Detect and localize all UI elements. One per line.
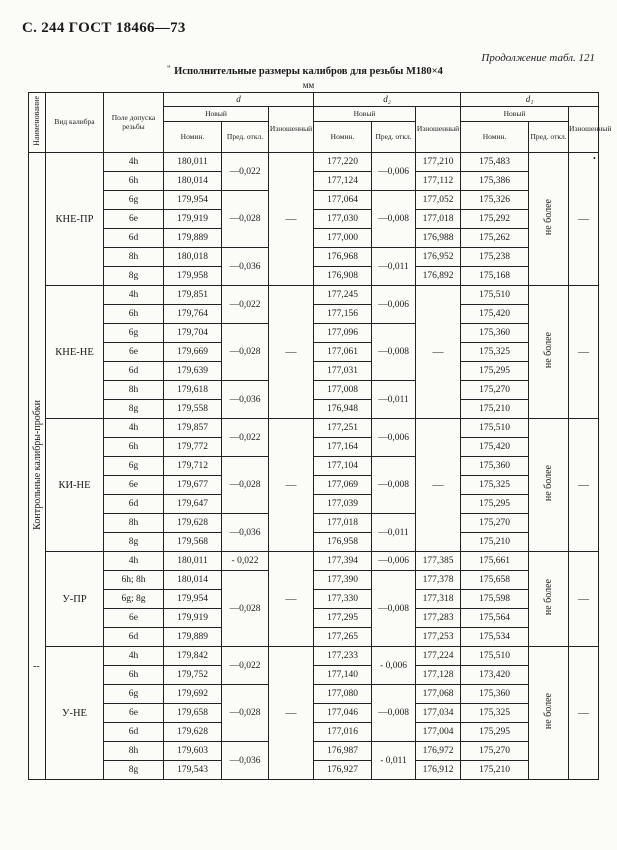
tolerance-cell: 6d: [104, 628, 164, 647]
d-nom-cell: 179,628: [164, 723, 222, 742]
d2-worn-cell: 177,034: [416, 704, 461, 723]
table-row: [29, 229, 599, 248]
d1-nom-cell: 175,420: [461, 438, 529, 457]
table-row: [29, 552, 599, 571]
d2-nom-cell: 177,104: [314, 457, 372, 476]
d2-worn-cell: 177,128: [416, 666, 461, 685]
d-worn-cell: —: [269, 419, 314, 552]
table-row: [29, 438, 599, 457]
d-nom-cell: 179,764: [164, 305, 222, 324]
d-nom-cell: 179,658: [164, 704, 222, 723]
d1-nom-cell: 175,510: [461, 647, 529, 666]
table-row: [29, 172, 599, 191]
d1-dev-cell: [529, 647, 569, 780]
d-dev-cell: —0,036: [222, 742, 269, 780]
tolerance-cell: 6e: [104, 704, 164, 723]
d2-worn-cell: 176,988: [416, 229, 461, 248]
ne-bolee-label: не более: [543, 199, 555, 236]
table-row: [29, 210, 599, 229]
tolerance-cell: 8g: [104, 267, 164, 286]
gauge-kind: КИ-НЕ: [46, 419, 104, 552]
d2-nom-header: Номин.: [314, 122, 372, 153]
d-nom-cell: 179,603: [164, 742, 222, 761]
d2-dev-cell: —0,008: [372, 457, 416, 514]
d-nom-cell: 179,954: [164, 191, 222, 210]
units-label: мм: [302, 80, 315, 90]
col-d-header: d: [164, 93, 314, 107]
d2-dev-cell: —0,008: [372, 324, 416, 381]
d1-nom-cell: 175,262: [461, 229, 529, 248]
d2-worn-cell: 177,318: [416, 590, 461, 609]
tolerance-cell: 6e: [104, 476, 164, 495]
d2-nom-cell: 177,220: [314, 153, 372, 172]
table-row: [29, 286, 599, 305]
d-nom-cell: 179,669: [164, 343, 222, 362]
table-row: [29, 191, 599, 210]
table-row: [29, 647, 599, 666]
d-nom-cell: 179,543: [164, 761, 222, 780]
tolerance-cell: 6d: [104, 723, 164, 742]
table-row: [29, 400, 599, 419]
d-dev-cell: —0,036: [222, 248, 269, 286]
d-nom-cell: 179,842: [164, 647, 222, 666]
d2-worn-cell: 177,018: [416, 210, 461, 229]
table-row: [29, 666, 599, 685]
d2-nom-cell: 177,064: [314, 191, 372, 210]
d2-worn-cell: 177,253: [416, 628, 461, 647]
tolerance-cell: 6h: [104, 666, 164, 685]
table-row: [29, 704, 599, 723]
d2-new-header: Новый: [314, 107, 416, 122]
d1-nom-cell: 175,238: [461, 248, 529, 267]
d2-nom-cell: 177,008: [314, 381, 372, 400]
d-dev-cell: —0,022: [222, 286, 269, 324]
d2-nom-cell: 177,140: [314, 666, 372, 685]
d-nom-cell: 179,647: [164, 495, 222, 514]
d-nom-cell: 179,558: [164, 400, 222, 419]
d2-nom-cell: 177,061: [314, 343, 372, 362]
col-kind-header: Вид калибра: [46, 93, 104, 153]
tolerance-cell: 6g: [104, 324, 164, 343]
d1-nom-cell: 175,270: [461, 514, 529, 533]
d-nom-cell: 179,704: [164, 324, 222, 343]
d-dev-cell: —0,028: [222, 457, 269, 514]
table-row: [29, 248, 599, 267]
table-row: [29, 609, 599, 628]
d1-nom-cell: 175,210: [461, 400, 529, 419]
d1-nom-cell: 175,295: [461, 723, 529, 742]
tolerance-cell: 6e: [104, 210, 164, 229]
tolerance-cell: 6e: [104, 609, 164, 628]
table-row: [29, 571, 599, 590]
d2-nom-cell: 177,031: [314, 362, 372, 381]
d-worn-cell: —: [269, 552, 314, 647]
d2-worn-cell: 176,972: [416, 742, 461, 761]
ne-bolee-label: не более: [543, 465, 555, 502]
gauge-kind: У-НЕ: [46, 647, 104, 780]
tolerance-cell: 8h: [104, 248, 164, 267]
d-worn-header: Изношенный: [269, 107, 314, 153]
ne-bolee-label: не более: [543, 693, 555, 730]
d-dev-cell: —0,036: [222, 381, 269, 419]
d2-dev-cell: - 0,011: [372, 742, 416, 780]
d1-dev-cell: [529, 419, 569, 552]
table-row: [29, 533, 599, 552]
d1-worn-cell: —: [569, 286, 599, 419]
table-row: [29, 419, 599, 438]
tolerance-cell: 8g: [104, 761, 164, 780]
d-worn-cell: —: [269, 286, 314, 419]
d2-nom-cell: 177,018: [314, 514, 372, 533]
d-nom-cell: 179,628: [164, 514, 222, 533]
d1-dev-header: Пред. откл.: [529, 122, 569, 153]
d-nom-cell: 179,958: [164, 267, 222, 286]
d1-nom-cell: 175,661: [461, 552, 529, 571]
d-nom-cell: 179,919: [164, 210, 222, 229]
tolerance-cell: 6d: [104, 495, 164, 514]
table-row: [29, 628, 599, 647]
tolerance-cell: 8g: [104, 400, 164, 419]
d2-worn-cell: 177,385: [416, 552, 461, 571]
d2-nom-cell: 177,164: [314, 438, 372, 457]
d2-worn-cell: 176,952: [416, 248, 461, 267]
d1-nom-cell: 175,292: [461, 210, 529, 229]
tolerance-cell: 6g: [104, 191, 164, 210]
tolerance-cell: 4h: [104, 153, 164, 172]
d2-worn-cell: 176,892: [416, 267, 461, 286]
d1-nom-cell: 175,325: [461, 704, 529, 723]
d2-nom-cell: 176,908: [314, 267, 372, 286]
tolerance-cell: 4h: [104, 647, 164, 666]
table-row: [29, 305, 599, 324]
d2-dev-cell: - 0,006: [372, 647, 416, 685]
tolerance-cell: 6h; 8h: [104, 571, 164, 590]
tolerance-cell: 6d: [104, 362, 164, 381]
d-nom-cell: 180,018: [164, 248, 222, 267]
d-nom-cell: 179,639: [164, 362, 222, 381]
d2-dev-cell: —0,011: [372, 514, 416, 552]
d1-nom-cell: 175,210: [461, 533, 529, 552]
d2-dev-cell: —0,006: [372, 552, 416, 571]
d1-nom-cell: 175,564: [461, 609, 529, 628]
tolerance-cell: 4h: [104, 419, 164, 438]
table-title: Исполнительные размеры калибров для резьбы М180×4: [174, 66, 443, 77]
d-dev-cell: —0,028: [222, 324, 269, 381]
d1-nom-cell: 175,534: [461, 628, 529, 647]
d-dev-cell: —0,028: [222, 571, 269, 647]
d-nom-cell: 179,889: [164, 229, 222, 248]
d-nom-cell: 179,618: [164, 381, 222, 400]
table-row: [29, 343, 599, 362]
tolerance-cell: 6h: [104, 305, 164, 324]
table-row: [29, 153, 599, 172]
d2-worn-cell: 177,210: [416, 153, 461, 172]
d1-nom-cell: 175,168: [461, 267, 529, 286]
d-nom-cell: 179,857: [164, 419, 222, 438]
table-row: [29, 267, 599, 286]
d-nom-cell: 179,752: [164, 666, 222, 685]
d-nom-cell: 179,712: [164, 457, 222, 476]
ne-bolee-label: не более: [543, 332, 555, 369]
d2-nom-cell: 177,156: [314, 305, 372, 324]
tolerance-cell: 8h: [104, 381, 164, 400]
d2-nom-cell: 177,390: [314, 571, 372, 590]
d-worn-cell: —: [269, 153, 314, 286]
gauge-kind: КНЕ-НЕ: [46, 286, 104, 419]
d1-nom-cell: 175,598: [461, 590, 529, 609]
d2-dev-cell: —0,006: [372, 153, 416, 191]
d-dev-cell: —0,022: [222, 153, 269, 191]
d2-nom-cell: 177,330: [314, 590, 372, 609]
d1-worn-cell: —: [569, 419, 599, 552]
d1-nom-cell: 175,326: [461, 191, 529, 210]
d-nom-cell: 180,011: [164, 153, 222, 172]
d-dev-cell: - 0,022: [222, 552, 269, 571]
d1-nom-cell: 175,386: [461, 172, 529, 191]
d2-nom-cell: 177,295: [314, 609, 372, 628]
d-nom-cell: 179,692: [164, 685, 222, 704]
dash-mark: --: [33, 661, 40, 672]
d2-worn-cell: —: [416, 286, 461, 419]
d2-worn-cell: 177,052: [416, 191, 461, 210]
d2-nom-cell: 177,030: [314, 210, 372, 229]
col-d1-header: d₁: [461, 93, 599, 107]
d2-nom-cell: 177,069: [314, 476, 372, 495]
d1-nom-cell: 175,360: [461, 324, 529, 343]
tolerance-cell: 4h: [104, 552, 164, 571]
d2-nom-cell: 176,968: [314, 248, 372, 267]
d1-nom-cell: 173,420: [461, 666, 529, 685]
d1-nom-cell: 175,420: [461, 305, 529, 324]
d2-dev-cell: —0,006: [372, 419, 416, 457]
d2-nom-cell: 177,394: [314, 552, 372, 571]
d2-dev-cell: —0,008: [372, 685, 416, 742]
d2-worn-cell: 177,378: [416, 571, 461, 590]
d1-dev-cell: [529, 153, 569, 286]
d2-worn-cell: 176,912: [416, 761, 461, 780]
d2-nom-cell: 176,958: [314, 533, 372, 552]
d-nom-cell: 179,568: [164, 533, 222, 552]
table-row: [29, 761, 599, 780]
d-nom-cell: 179,772: [164, 438, 222, 457]
d2-nom-cell: 177,080: [314, 685, 372, 704]
d1-nom-header: Номин.: [461, 122, 529, 153]
table-row: [29, 742, 599, 761]
d2-nom-cell: 177,096: [314, 324, 372, 343]
d-nom-cell: 179,677: [164, 476, 222, 495]
d1-dev-cell: [529, 286, 569, 419]
page-header: С. 244 ГОСТ 18466—73: [22, 20, 186, 36]
d1-worn-cell: —: [569, 552, 599, 647]
d2-nom-cell: 176,987: [314, 742, 372, 761]
d-dev-cell: —0,022: [222, 419, 269, 457]
d-new-header: Новый: [164, 107, 269, 122]
d-nom-cell: 180,014: [164, 571, 222, 590]
gauge-kind: КНЕ-ПР: [46, 153, 104, 286]
d2-worn-cell: 177,224: [416, 647, 461, 666]
d2-nom-cell: 177,265: [314, 628, 372, 647]
d2-nom-cell: 177,124: [314, 172, 372, 191]
d-dev-cell: —0,028: [222, 685, 269, 742]
table-row: [29, 324, 599, 343]
d1-nom-cell: 175,510: [461, 286, 529, 305]
d2-nom-cell: 177,000: [314, 229, 372, 248]
table-row: [29, 495, 599, 514]
d-worn-cell: —: [269, 647, 314, 780]
tolerance-cell: 4h: [104, 286, 164, 305]
col-tolerance-header: Поле допуска резьбы: [104, 93, 164, 153]
table-row: [29, 723, 599, 742]
d2-worn-header: Изношенный: [416, 107, 461, 153]
d1-nom-cell: 175,325: [461, 476, 529, 495]
tolerance-cell: 6h: [104, 172, 164, 191]
d-dev-header: Пред. откл.: [222, 122, 269, 153]
d1-new-header: Новый: [461, 107, 569, 122]
star-mark: ": [167, 64, 171, 74]
d1-worn-cell: —: [569, 153, 599, 286]
d-nom-cell: 180,011: [164, 552, 222, 571]
dimensions-table: [28, 92, 612, 780]
d1-nom-cell: 175,510: [461, 419, 529, 438]
d2-dev-cell: —0,006: [372, 286, 416, 324]
tolerance-cell: 6g; 8g: [104, 590, 164, 609]
d-dev-cell: —0,028: [222, 191, 269, 248]
d2-worn-cell: 177,283: [416, 609, 461, 628]
d2-nom-cell: 177,039: [314, 495, 372, 514]
ne-bolee-label: не более: [543, 579, 555, 616]
d1-nom-cell: 175,483: [461, 153, 529, 172]
side-group-label: [29, 153, 46, 780]
tolerance-cell: 6d: [104, 229, 164, 248]
d2-worn-cell: 177,004: [416, 723, 461, 742]
tolerance-cell: 6e: [104, 343, 164, 362]
tolerance-cell: 6g: [104, 457, 164, 476]
d2-nom-cell: 177,233: [314, 647, 372, 666]
d1-nom-cell: 175,658: [461, 571, 529, 590]
table-row: [29, 457, 599, 476]
d1-nom-cell: 175,360: [461, 457, 529, 476]
d1-nom-cell: 175,295: [461, 495, 529, 514]
tolerance-cell: 8g: [104, 533, 164, 552]
d1-nom-cell: 175,210: [461, 761, 529, 780]
d1-nom-cell: 175,270: [461, 742, 529, 761]
d-nom-header: Номин.: [164, 122, 222, 153]
d-nom-cell: 179,889: [164, 628, 222, 647]
d-dev-cell: —0,022: [222, 647, 269, 685]
d-nom-cell: 179,954: [164, 590, 222, 609]
d2-worn-cell: —: [416, 419, 461, 552]
col-name-header: Наименование: [29, 93, 46, 153]
d2-dev-cell: —0,008: [372, 571, 416, 647]
d2-nom-cell: 177,251: [314, 419, 372, 438]
d2-dev-cell: —0,011: [372, 381, 416, 419]
d1-nom-cell: 175,295: [461, 362, 529, 381]
d-nom-cell: 180,014: [164, 172, 222, 191]
d-nom-cell: 179,851: [164, 286, 222, 305]
d1-worn-cell: —: [569, 647, 599, 780]
side-group-text: Контрольные калибры-пробки: [31, 399, 43, 530]
table-row: [29, 381, 599, 400]
table-row: [29, 590, 599, 609]
tolerance-cell: 6g: [104, 685, 164, 704]
d-dev-cell: —0,036: [222, 514, 269, 552]
d2-nom-cell: 177,016: [314, 723, 372, 742]
tolerance-cell: 6h: [104, 438, 164, 457]
d2-nom-cell: 177,245: [314, 286, 372, 305]
continuation-label: Продолжение табл. 121: [481, 52, 595, 64]
d-nom-cell: 179,919: [164, 609, 222, 628]
dot-mark: •: [593, 154, 596, 163]
d2-dev-header: Пред. откл.: [372, 122, 416, 153]
tolerance-cell: 8h: [104, 742, 164, 761]
d2-dev-cell: —0,011: [372, 248, 416, 286]
d2-worn-cell: 177,068: [416, 685, 461, 704]
gauge-kind: У-ПР: [46, 552, 104, 647]
d2-nom-cell: 177,046: [314, 704, 372, 723]
d1-nom-cell: 175,325: [461, 343, 529, 362]
d2-nom-cell: 176,927: [314, 761, 372, 780]
col-d2-header: d₂: [314, 93, 461, 107]
d2-worn-cell: 177,112: [416, 172, 461, 191]
d1-nom-cell: 175,360: [461, 685, 529, 704]
d2-dev-cell: —0,008: [372, 191, 416, 248]
d1-nom-cell: 175,270: [461, 381, 529, 400]
table-row: [29, 362, 599, 381]
tolerance-cell: 8h: [104, 514, 164, 533]
d1-worn-header: Изношенный: [569, 107, 599, 153]
table-row: [29, 514, 599, 533]
d1-dev-cell: [529, 552, 569, 647]
d2-nom-cell: 176,948: [314, 400, 372, 419]
table-row: [29, 476, 599, 495]
table-row: [29, 685, 599, 704]
table-body: [29, 153, 599, 780]
